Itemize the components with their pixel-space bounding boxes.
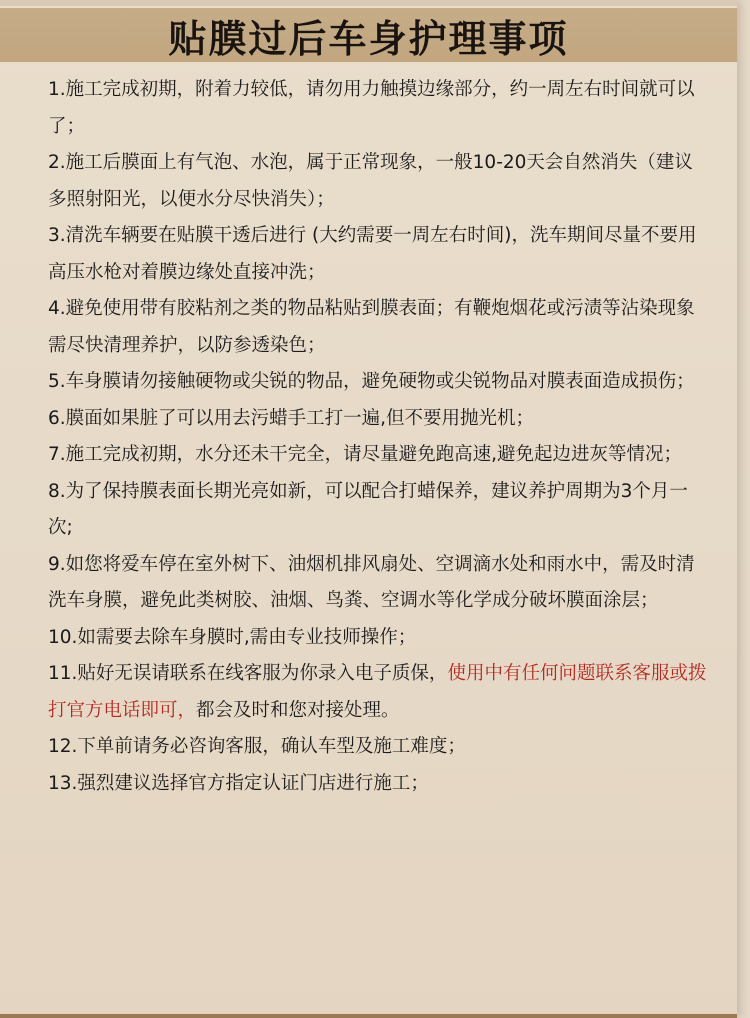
list-item: 8.为了保持膜表面长期光亮如新，可以配合打蜡保养，建议养护周期为3个月一次; <box>48 480 688 538</box>
list-item: 10.如需要去除车身膜时,需由专业技师操作； <box>48 626 417 648</box>
list-item: 1.施工完成初期，附着力较低，请勿用力触摸边缘部分，约一周左右时间就可以了； <box>48 79 695 137</box>
care-instructions-list <box>48 72 708 802</box>
list-item: 5.车身膜请勿接触硬物或尖锐的物品，避免硬物或尖锐物品对膜表面造成损伤； <box>48 371 695 392</box>
list-item: 9.如您将爱车停在室外树下、油烟机排风扇处、空调滴水处和雨水中，需及时清洗车身膜，避免此类树胶、油烟、鸟粪、空调水等化学成分破坏膜面涂层； <box>48 553 695 611</box>
contact-highlight: 使用中有任何问题联系客服或拨打官方电话即可， <box>48 663 707 721</box>
list-item: 4.避免使用带有胶粘剂之类的物品粘贴到膜表面；有鞭炮烟花或污渍等沾染现象需尽快清理养护，以防参透染色； <box>48 298 695 356</box>
bottom-border <box>0 1014 737 1018</box>
list-item: 12.下单前请务必咨询客服，确认车型及施工难度； <box>48 736 466 757</box>
contact-text: 11.贴好无误请联系在线客服为你录入电子质保， <box>48 663 448 684</box>
list-item: 7.施工完成初期，水分还未干完全，请尽量避免跑高速,避免起边进灰等情况； <box>48 444 683 465</box>
list-item-contact <box>48 656 708 729</box>
list-item: 3.清洗车辆要在贴膜干透后进行 (大约需要一周左右时间)，洗车期间尽量不要用高压水枪对着膜边缘处直接冲洗； <box>48 225 697 283</box>
list-item: 6.膜面如果脏了可以用去污蜡手工打一遍,但不要用抛光机； <box>48 407 535 429</box>
list-item: 2.施工后膜面上有气泡、水泡，属于正常现象，一般10-20天会自然消失（建议多照射阳光，以便水分尽快消失）； <box>48 152 693 210</box>
top-band <box>0 0 737 6</box>
list-item: 13.强烈建议选择官方指定认证门店进行施工； <box>48 772 429 794</box>
contact-text-end: 都会及时和您对接处理。 <box>196 699 400 721</box>
page-title: 贴膜过后车身护理事项 <box>168 16 569 61</box>
